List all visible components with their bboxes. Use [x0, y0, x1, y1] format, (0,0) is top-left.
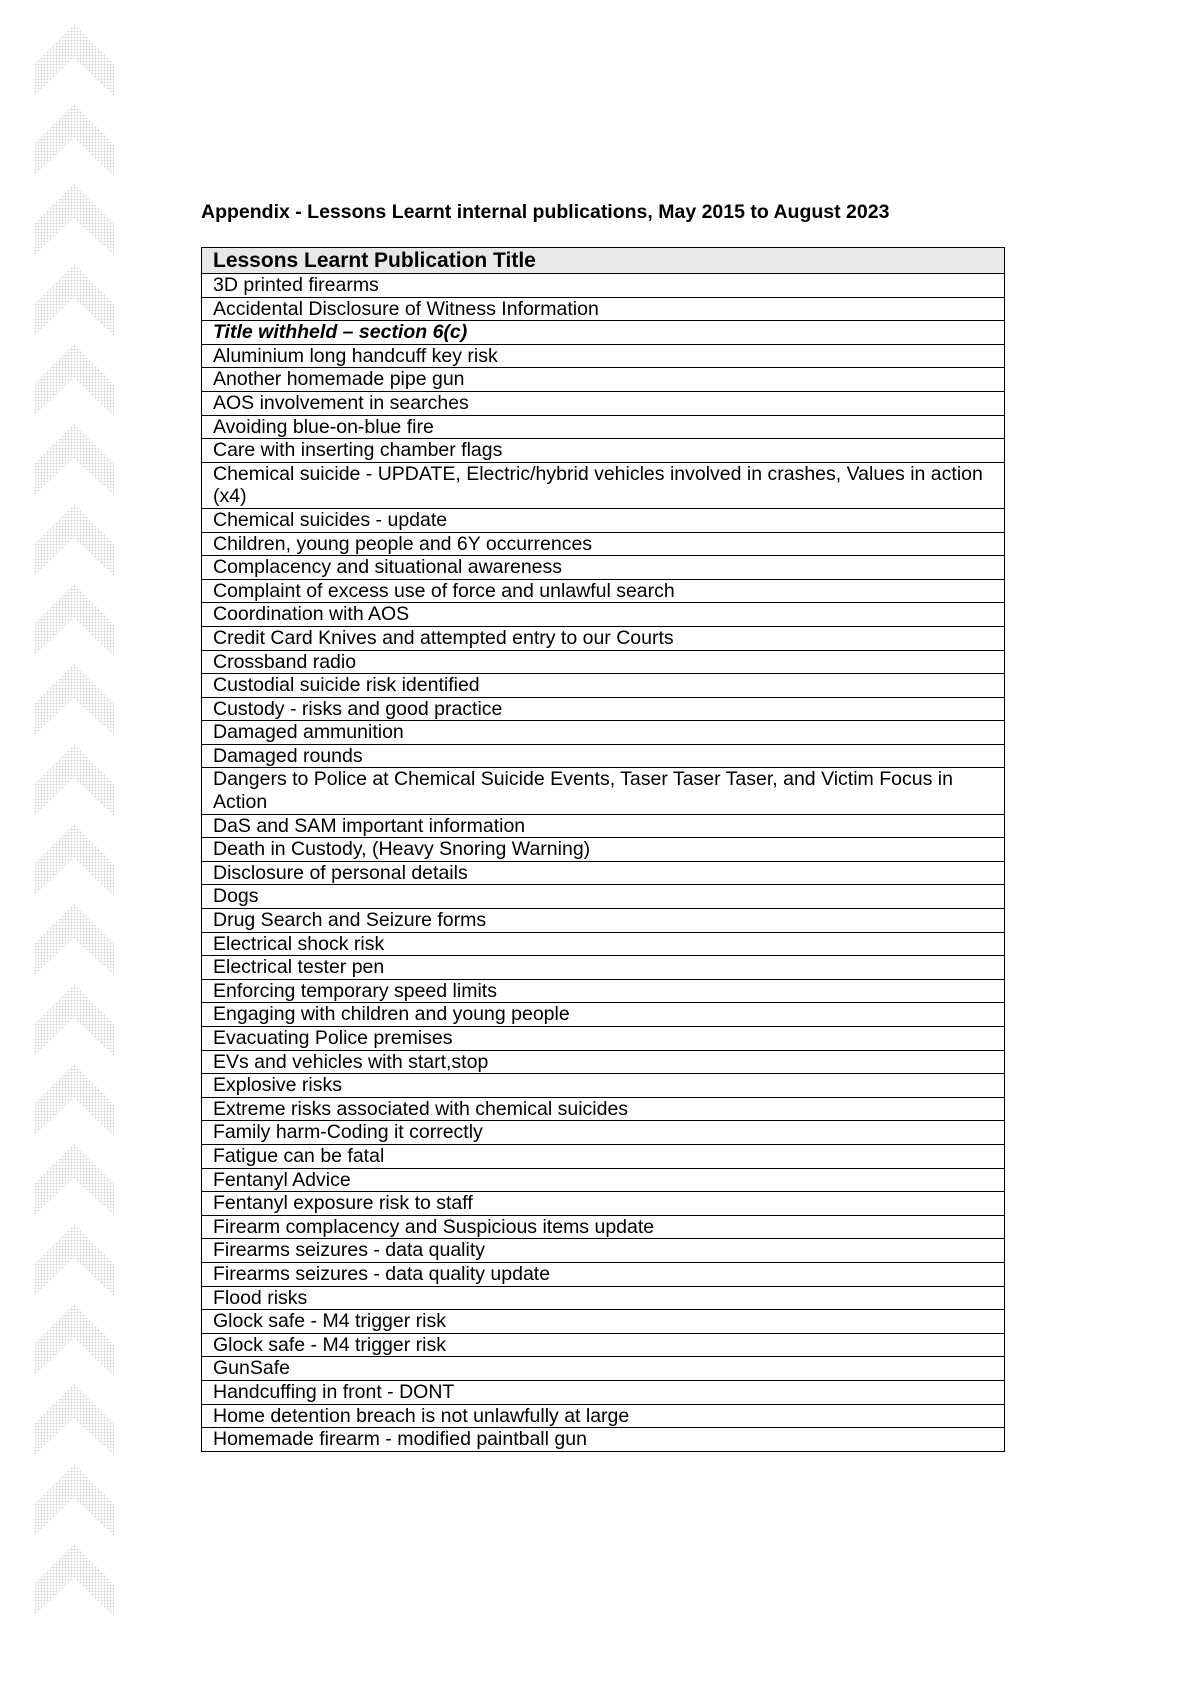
publication-title-cell: DaS and SAM important information [202, 814, 1005, 838]
table-row [202, 979, 1005, 1003]
table-row [202, 1144, 1005, 1168]
table-row [202, 508, 1005, 532]
table-row [202, 697, 1005, 721]
publication-title-cell: Disclosure of personal details [202, 861, 1005, 885]
withheld-title-cell: Title withheld – section 6(c) [202, 321, 1005, 345]
publication-title-cell: Handcuffing in front - DONT [202, 1380, 1005, 1404]
column-header-publication-title: Lessons Learnt Publication Title [202, 248, 1005, 274]
table-row [202, 603, 1005, 627]
table-row [202, 674, 1005, 698]
chevron-shape [34, 744, 114, 816]
publication-title-cell: Damaged ammunition [202, 721, 1005, 745]
publication-title-cell: Extreme risks associated with chemical suicides [202, 1097, 1005, 1121]
table-row [202, 532, 1005, 556]
publication-title-cell: Firearms seizures - data quality update [202, 1262, 1005, 1286]
chevron-shape [34, 664, 114, 736]
publication-title-cell: Home detention breach is not unlawfully at large [202, 1404, 1005, 1428]
table-row [202, 1239, 1005, 1263]
publication-title-cell: Fentanyl exposure risk to staff [202, 1192, 1005, 1216]
publication-title-cell: Crossband radio [202, 650, 1005, 674]
table-body [202, 274, 1005, 1452]
publication-title-cell: Explosive risks [202, 1074, 1005, 1098]
publication-title-cell: Custody - risks and good practice [202, 697, 1005, 721]
table-row [202, 556, 1005, 580]
table-row [202, 391, 1005, 415]
table-row [202, 838, 1005, 862]
table-row [202, 344, 1005, 368]
publication-title-cell: Credit Card Knives and attempted entry to our Courts [202, 626, 1005, 650]
publication-title-cell: Electrical shock risk [202, 932, 1005, 956]
chevron-shape [34, 1384, 114, 1456]
table-header-row [202, 248, 1005, 274]
chevron-shape [34, 424, 114, 496]
chevron-shape [34, 1544, 114, 1616]
table-row [202, 909, 1005, 933]
table-row [202, 1428, 1005, 1452]
publication-title-cell: Dogs [202, 885, 1005, 909]
publication-title-cell: Complaint of excess use of force and unlawful search [202, 579, 1005, 603]
publication-title-cell: Complacency and situational awareness [202, 556, 1005, 580]
chevron-shape [34, 24, 114, 96]
chevron-shape [34, 1144, 114, 1216]
chevron-shape [34, 984, 114, 1056]
table-row [202, 297, 1005, 321]
publication-title-cell: Fatigue can be fatal [202, 1144, 1005, 1168]
table-row [202, 956, 1005, 980]
table-row [202, 1286, 1005, 1310]
publication-title-cell: Firearms seizures - data quality [202, 1239, 1005, 1263]
table-row [202, 462, 1005, 508]
table-row [202, 1192, 1005, 1216]
chevron-shape [34, 264, 114, 336]
publication-title-cell: 3D printed firearms [202, 274, 1005, 298]
publication-title-cell: Children, young people and 6Y occurrences [202, 532, 1005, 556]
table-row [202, 368, 1005, 392]
publication-title-cell: EVs and vehicles with start,stop [202, 1050, 1005, 1074]
publication-title-cell: AOS involvement in searches [202, 391, 1005, 415]
table-row [202, 415, 1005, 439]
publication-title-cell: Custodial suicide risk identified [202, 674, 1005, 698]
publication-title-cell: Accidental Disclosure of Witness Information [202, 297, 1005, 321]
publication-title-cell: Death in Custody, (Heavy Snoring Warning) [202, 838, 1005, 862]
table-row [202, 1333, 1005, 1357]
publication-title-cell: Another homemade pipe gun [202, 368, 1005, 392]
publication-title-cell: Evacuating Police premises [202, 1027, 1005, 1051]
table-row [202, 321, 1005, 345]
publication-title-cell: Coordination with AOS [202, 603, 1005, 627]
chevron-shape [34, 344, 114, 416]
table-row [202, 1357, 1005, 1381]
chevron-shape [34, 1304, 114, 1376]
chevron-shape [34, 184, 114, 256]
publication-title-cell: Fentanyl Advice [202, 1168, 1005, 1192]
table-row [202, 744, 1005, 768]
table-row [202, 814, 1005, 838]
publication-title-cell: Glock safe - M4 trigger risk [202, 1333, 1005, 1357]
publication-title-cell: Family harm-Coding it correctly [202, 1121, 1005, 1145]
table-row [202, 1003, 1005, 1027]
table-row [202, 650, 1005, 674]
publication-title-cell: Firearm complacency and Suspicious items update [202, 1215, 1005, 1239]
table-row [202, 1121, 1005, 1145]
table-row [202, 579, 1005, 603]
publication-title-cell: Care with inserting chamber flags [202, 439, 1005, 463]
chevron-shape [34, 1064, 114, 1136]
chevron-shape [34, 504, 114, 576]
publication-title-cell: Dangers to Police at Chemical Suicide Events, Taser Taser Taser, and Victim Focus in Action [202, 768, 1005, 814]
chevron-shape [34, 1224, 114, 1296]
table-row [202, 932, 1005, 956]
table-row [202, 1168, 1005, 1192]
publication-titles-table [201, 247, 1005, 1452]
table-row [202, 274, 1005, 298]
publication-title-cell: Drug Search and Seizure forms [202, 909, 1005, 933]
publication-title-cell: Flood risks [202, 1286, 1005, 1310]
table-row [202, 721, 1005, 745]
margin-chevron-pattern [28, 24, 128, 1664]
chevron-shape [34, 104, 114, 176]
publication-title-cell: Engaging with children and young people [202, 1003, 1005, 1027]
table-row [202, 1310, 1005, 1334]
publication-title-cell: GunSafe [202, 1357, 1005, 1381]
table-row [202, 1262, 1005, 1286]
chevron-shape [34, 824, 114, 896]
chevron-shape [34, 584, 114, 656]
publication-title-cell: Damaged rounds [202, 744, 1005, 768]
table-row [202, 1215, 1005, 1239]
chevron-shape [34, 1464, 114, 1536]
table-row [202, 626, 1005, 650]
table-row [202, 1097, 1005, 1121]
publication-title-cell: Aluminium long handcuff key risk [202, 344, 1005, 368]
table-row [202, 1050, 1005, 1074]
table-row [202, 439, 1005, 463]
publication-title-cell: Electrical tester pen [202, 956, 1005, 980]
table-row [202, 768, 1005, 814]
publication-title-cell: Avoiding blue-on-blue fire [202, 415, 1005, 439]
publication-title-cell: Chemical suicide - UPDATE, Electric/hybrid vehicles involved in crashes, Values in action (x4) [202, 462, 1005, 508]
table-row [202, 1404, 1005, 1428]
table-row [202, 1027, 1005, 1051]
table-row [202, 861, 1005, 885]
publication-title-cell: Enforcing temporary speed limits [202, 979, 1005, 1003]
publication-title-cell: Chemical suicides - update [202, 508, 1005, 532]
publication-title-cell: Homemade firearm - modified paintball gun [202, 1428, 1005, 1452]
table-row [202, 1380, 1005, 1404]
table-row [202, 1074, 1005, 1098]
table-row [202, 885, 1005, 909]
publication-title-cell: Glock safe - M4 trigger risk [202, 1310, 1005, 1334]
appendix-heading: Appendix - Lessons Learnt internal publications, May 2015 to August 2023 [201, 201, 890, 223]
chevron-shape [34, 904, 114, 976]
